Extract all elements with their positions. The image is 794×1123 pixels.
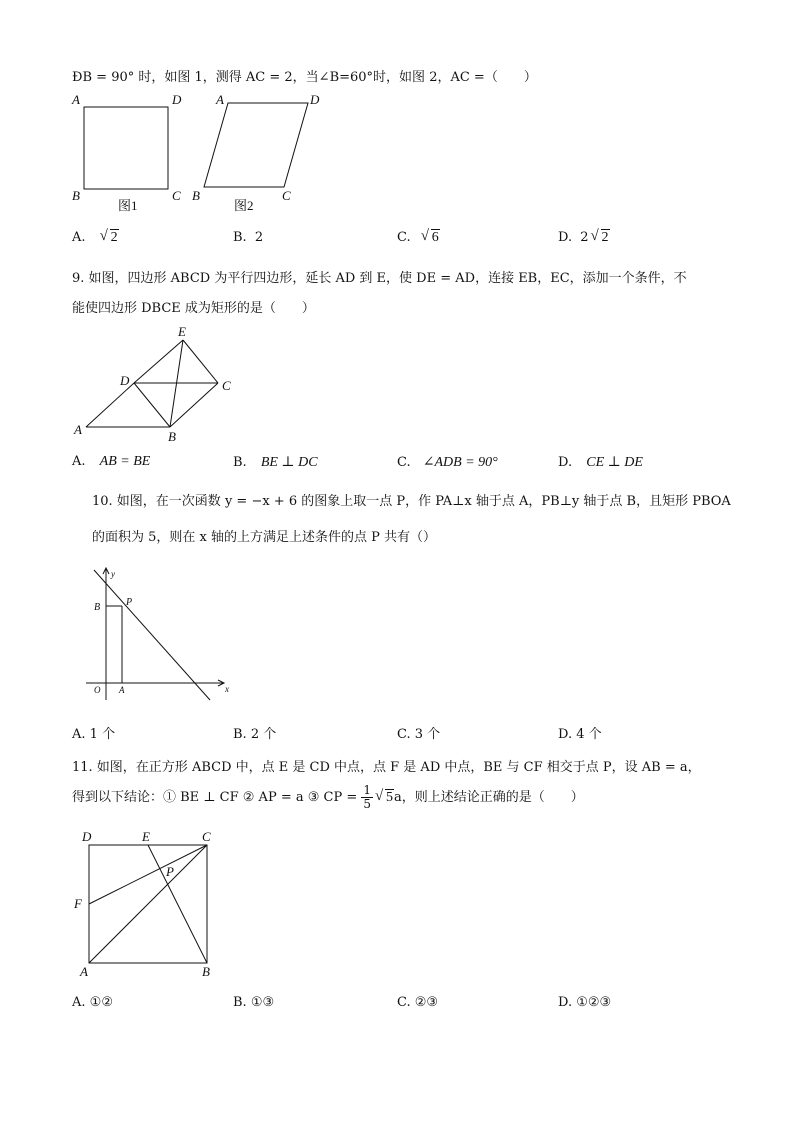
q10-stem-line-1: 10. 如图，在一次函数 y = −x + 6 的图象上取一点 P，作 PA⊥x 轴于点 A，PB⊥y 轴于点 B，且矩形 PBOA <box>92 494 731 509</box>
label-a: A <box>80 964 88 979</box>
figure-caption: 图2 <box>234 198 254 213</box>
q10-option-a[interactable]: A. 1 个 <box>72 727 116 742</box>
q8-stem: ÐB = 90° 时，如图 1，测得 AC = 2，当∠B=60°时，如图 2，AC =（ ） <box>72 70 537 85</box>
q8-option-a[interactable]: A. √ 2 <box>72 230 119 246</box>
q11-option-d[interactable]: D. ①②③ <box>558 995 612 1010</box>
label-d: D <box>172 92 182 107</box>
q11-option-b[interactable]: B. ①③ <box>233 995 275 1010</box>
q9-option-a[interactable]: A. AB = BE <box>72 454 151 469</box>
label-c: C <box>222 378 231 393</box>
q11-stem-line-2: 得到以下结论：① BE ⊥ CF ② AP = a ③ CP = $\frac{1}{5}$ √ 5a，则上述结论正确的是（ ） <box>72 782 584 814</box>
figure-caption: 图1 <box>118 198 138 213</box>
sqrt-symbol: √ 2 <box>100 230 119 246</box>
label-c: C <box>282 188 291 203</box>
label-a: A <box>72 92 80 107</box>
q9-option-b[interactable]: B. BE ⊥ DC <box>233 455 318 470</box>
q10-option-c[interactable]: C. 3 个 <box>397 727 441 742</box>
sqrt-symbol: √ 2 <box>591 230 610 246</box>
q9-stem-line-1: 9. 如图，四边形 ABCD 为平行四边形，延长 AD 到 E，使 DE = AD，连接 EB，EC，添加一个条件，不 <box>72 271 687 286</box>
label-b: B <box>168 429 176 444</box>
q11-stem-line-1: 11. 如图，在正方形 ABCD 中，点 E 是 CD 中点，点 F 是 AD 中点，BE 与 CF 相交于点 P，设 AB = a， <box>72 760 701 775</box>
q9-option-c[interactable]: C. ∠ADB = 90° <box>397 455 498 470</box>
q10-option-b[interactable]: B. 2 个 <box>233 727 277 742</box>
label-b: B <box>202 964 210 979</box>
label-p: P <box>166 864 174 879</box>
q10-stem-line-2: 的面积为 5，则在 x 轴的上方满足上述条件的点 P 共有（） <box>92 530 437 545</box>
sqrt-symbol: √ 6 <box>421 230 440 246</box>
label-e: E <box>178 324 186 339</box>
label-p: P <box>126 597 133 608</box>
q9-stem-line-2: 能使四边形 DBCE 成为矩形的是（ ） <box>72 301 315 316</box>
q8-option-c[interactable]: C. √ 6 <box>397 230 440 246</box>
q10-option-d[interactable]: D. 4 个 <box>558 727 602 742</box>
label-c: C <box>172 188 181 203</box>
q11-option-c[interactable]: C. ②③ <box>397 995 439 1010</box>
label-b: B <box>72 188 80 203</box>
label-a: A <box>119 685 125 695</box>
label-b: B <box>94 602 101 613</box>
label-f: F <box>74 896 82 911</box>
label-x: x <box>225 684 229 694</box>
label-d: D <box>82 829 92 844</box>
q11-option-a[interactable]: A. ①② <box>72 995 113 1010</box>
label-a: A <box>74 422 82 437</box>
q8-option-d[interactable]: D. 2√ 2 <box>558 230 610 246</box>
label-b: B <box>192 188 200 203</box>
label-d: D <box>120 373 130 388</box>
label-y: y <box>111 569 115 579</box>
label-d: D <box>310 92 320 107</box>
q8-option-b[interactable]: B. 2 <box>233 230 264 245</box>
fraction: $\frac{1}{5}$ <box>363 783 372 811</box>
label-e: E <box>142 829 150 844</box>
sqrt-symbol: √ 5 <box>375 782 394 814</box>
label-a: A <box>216 92 224 107</box>
q9-option-d[interactable]: D. CE ⊥ DE <box>558 455 643 470</box>
label-o: O <box>94 685 101 695</box>
label-c: C <box>202 829 211 844</box>
